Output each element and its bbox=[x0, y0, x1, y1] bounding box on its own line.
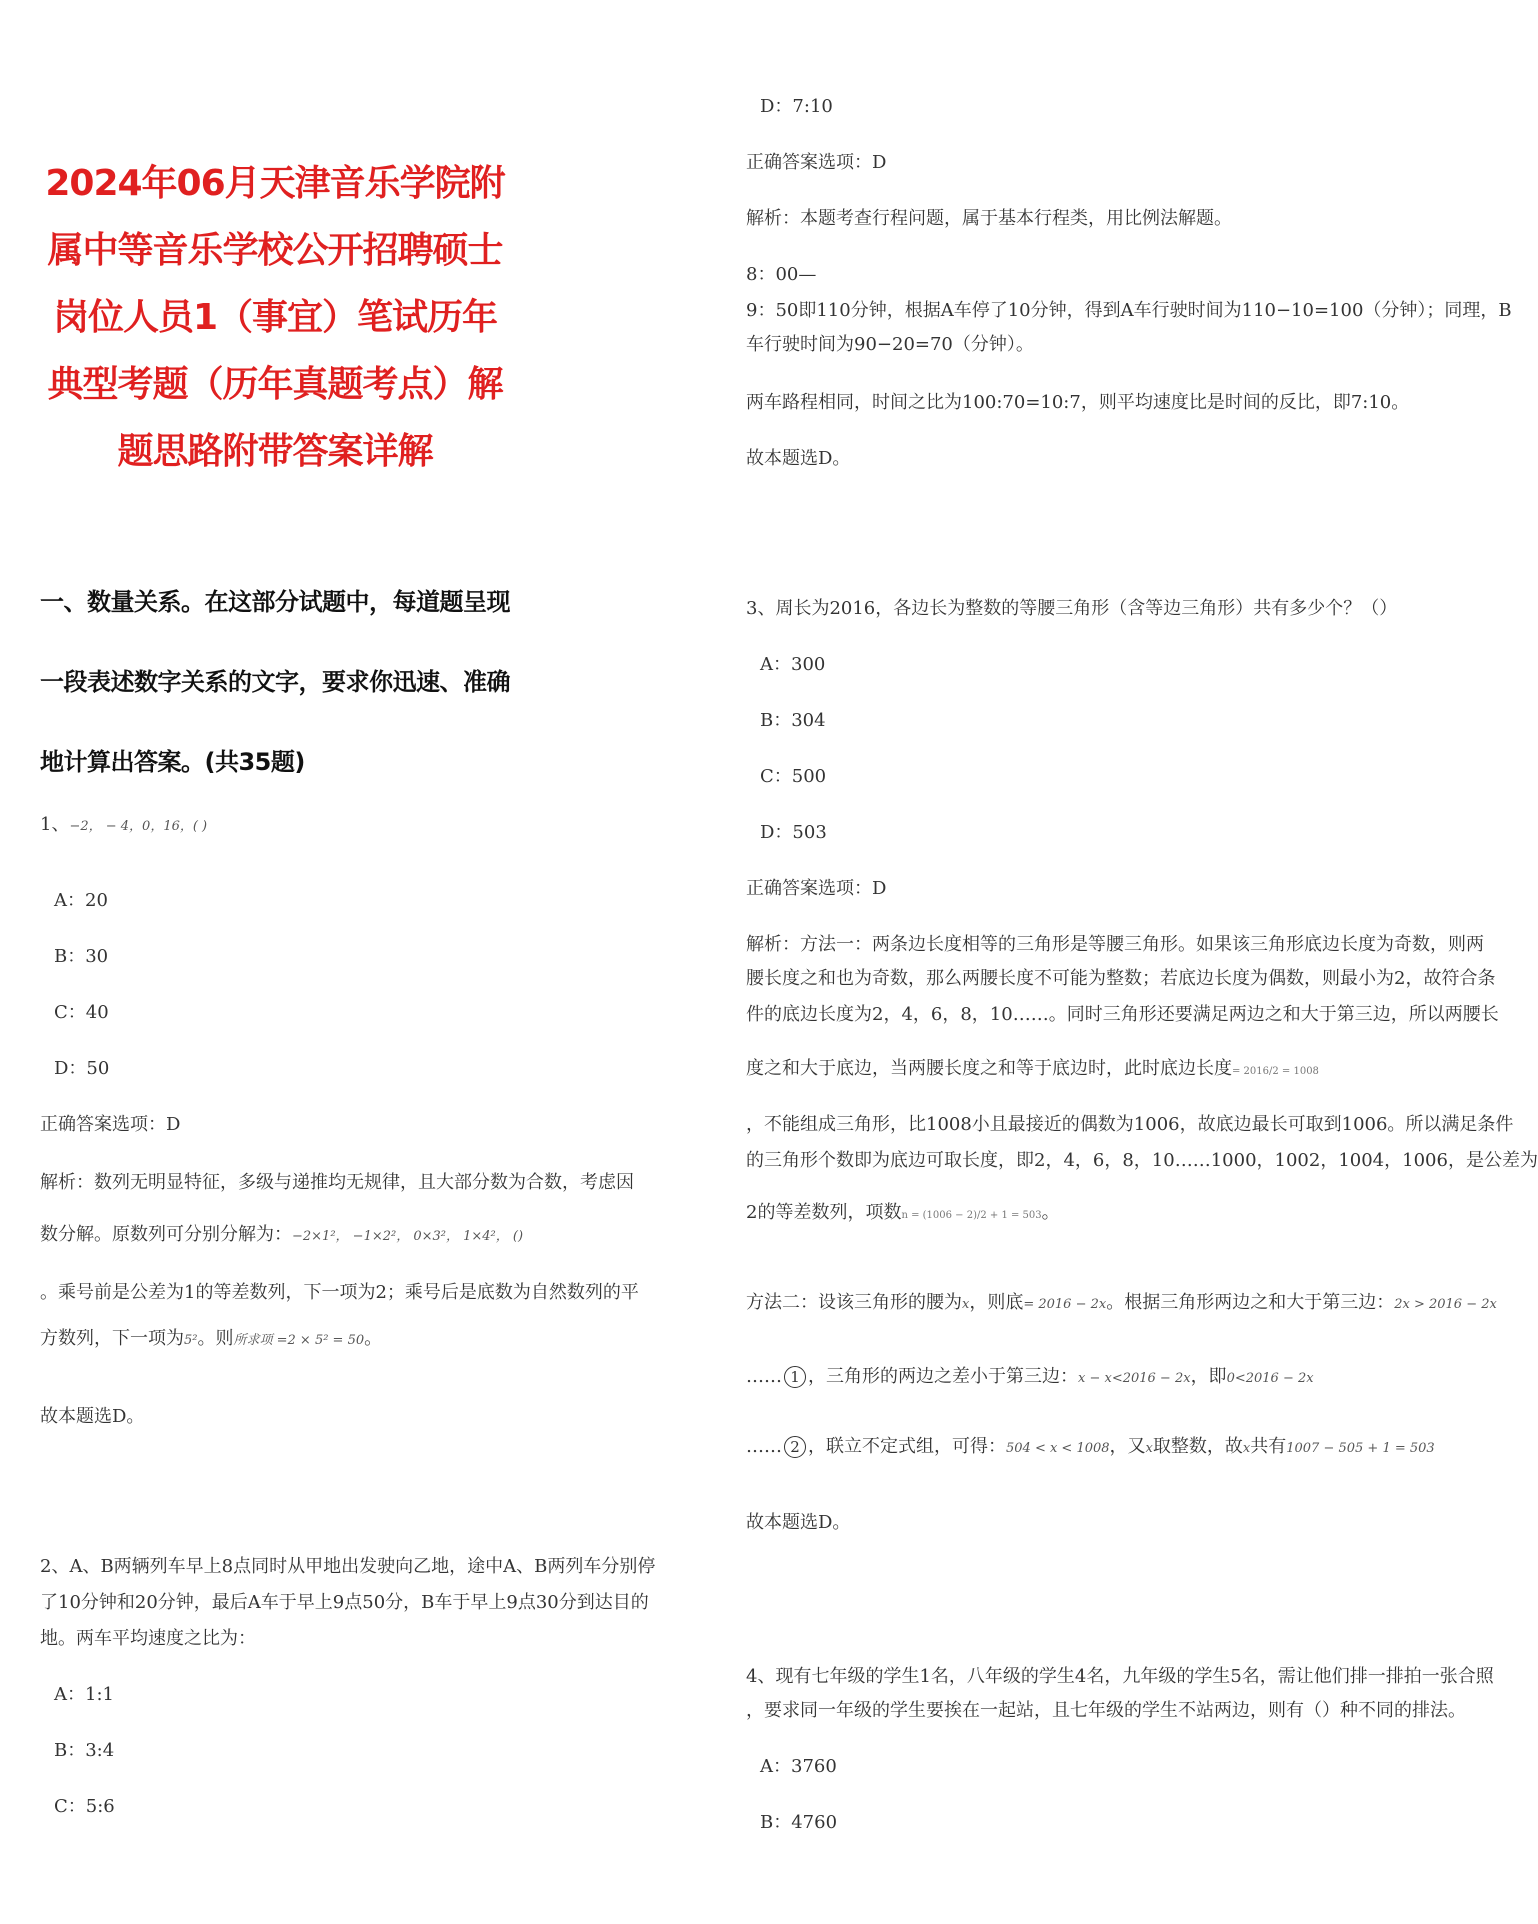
q2-option-a: A：1:1 bbox=[54, 1684, 114, 1705]
q1-factorization: −2×1²， −1×2²， 0×3²， 1×4²， () bbox=[292, 1229, 524, 1244]
q3-answer: 正确答案选项：D bbox=[746, 878, 887, 899]
q3-method1-line7: 2的等差数列，项数n = (1006 − 2)/2 + 1 = 503。 bbox=[746, 1202, 1060, 1223]
q3-stem: 3、周长为2016，各边长为整数的等腰三角形（含等边三角形）共有多少个？（） bbox=[746, 598, 1398, 619]
q2-option-d: D：7:10 bbox=[760, 96, 833, 117]
q1-explanation-line3: 。乘号前是公差为1的等差数列，下一项为2；乘号后是底数为自然数列的平 bbox=[40, 1282, 639, 1303]
q1-number: 1、 bbox=[40, 814, 70, 835]
q1-explanation-line4: 方数列，下一项为5²。则所求项 =2 × 5² = 50。 bbox=[40, 1328, 383, 1349]
q3-method1-line5: ，不能组成三角形，比1008小且最接近的偶数为1006，故底边最长可取到1006。所以满足条件 bbox=[746, 1114, 1514, 1135]
q3-option-a: A：300 bbox=[760, 654, 826, 675]
q3-term-count-formula: n = (1006 − 2)/2 + 1 = 503 bbox=[901, 1210, 1042, 1221]
q2-explanation-3: 两车路程相同，时间之比为100:70=10:7，则平均速度比是时间的反比，即7:10。 bbox=[746, 392, 1410, 413]
q1-explanation-line2: 数分解。原数列可分别分解为：−2×1²， −1×2²， 0×3²， 1×4²， () bbox=[40, 1224, 524, 1245]
q3-method1-line2: 腰长度之和也为奇数，那么两腰长度不可能为整数；若底边长度为偶数，则最小为2，故符合条 bbox=[746, 968, 1496, 989]
q3-option-b: B：304 bbox=[760, 710, 826, 731]
q4-option-a: A：3760 bbox=[760, 1756, 837, 1777]
q3-method2-line1: 方法二：设该三角形的腰为x，则底= 2016 − 2x。根据三角形两边之和大于第三边：2x > 2016 − 2x bbox=[746, 1292, 1497, 1313]
q3-method1-line4: 度之和大于底边，当两腰长度之和等于底边时，此时底边长度= 2016/2 = 1008 bbox=[746, 1058, 1319, 1079]
q3-method1-line1: 解析：方法一：两条边长度相等的三角形是等腰三角形。如果该三角形底边长度为奇数，则两 bbox=[746, 934, 1484, 955]
q2-stem-line3: 地。两车平均速度之比为： bbox=[40, 1628, 256, 1649]
q2-option-b: B：3:4 bbox=[54, 1740, 115, 1761]
q2-stem-line2: 了10分钟和20分钟，最后A车于早上9点50分，B车于早上9点30分到达目的 bbox=[40, 1592, 649, 1613]
circled-one: 1 bbox=[784, 1366, 806, 1388]
q1-option-d: D：50 bbox=[54, 1058, 110, 1079]
q3-fraction-1008: = 2016/2 = 1008 bbox=[1232, 1066, 1319, 1077]
q2-explanation-1: 解析：本题考查行程问题，属于基本行程类，用比例法解题。 bbox=[746, 208, 1232, 229]
q3-method2-line3: …… 2 ，联立不定式组，可得：504 < x < 1008，又x取整数，故x共有1007 − 505 + 1 = 503 bbox=[746, 1436, 1435, 1457]
q1-option-a: A：20 bbox=[54, 890, 108, 911]
q1-stem bbox=[40, 810, 207, 836]
q1-conclusion: 故本题选D。 bbox=[40, 1406, 145, 1427]
q4-option-b: B：4760 bbox=[760, 1812, 838, 1833]
q3-method1-line3: 件的底边长度为2，4，6，8，10……。同时三角形还要满足两边之和大于第三边，所以两腰长 bbox=[746, 1004, 1499, 1025]
q1-sequence: −2， − 4，0，16，( ) bbox=[69, 819, 208, 834]
q3-method2-line2: …… 1 ，三角形的两边之差小于第三边：x − x<2016 − 2x，即0<2016 − 2x bbox=[746, 1366, 1314, 1387]
q2-explanation-2-line3: 车行驶时间为90−20=70（分钟）。 bbox=[746, 334, 1034, 355]
q4-stem-line2: ，要求同一年级的学生要挨在一起站，且七年级的学生不站两边，则有（）种不同的排法。 bbox=[746, 1700, 1466, 1721]
q2-conclusion: 故本题选D。 bbox=[746, 448, 851, 469]
q2-explanation-2-line1: 8：00— bbox=[746, 264, 817, 285]
q2-answer: 正确答案选项：D bbox=[746, 152, 887, 173]
q3-conclusion: 故本题选D。 bbox=[746, 1512, 851, 1533]
q3-option-c: C：500 bbox=[760, 766, 827, 787]
q1-option-b: B：30 bbox=[54, 946, 109, 967]
q3-option-d: D：503 bbox=[760, 822, 827, 843]
circled-two: 2 bbox=[784, 1436, 806, 1458]
q2-explanation-2-line2: 9：50即110分钟，根据A车停了10分钟，得到A车行驶时间为110−10=100（分钟）；同理，B bbox=[746, 300, 1512, 321]
q4-stem-line1: 4、现有七年级的学生1名，八年级的学生4名，九年级的学生5名，需让他们排一排拍一张合照 bbox=[746, 1666, 1494, 1687]
q2-stem-line1: 2、A、B两辆列车早上8点同时从甲地出发驶向乙地，途中A、B两列车分别停 bbox=[40, 1556, 656, 1577]
document-title: 2024年06月天津音乐学院附属中等音乐学校公开招聘硕士岗位人员1（事宜）笔试历年典型考题（历年真题考点）解题思路附带答案详解 bbox=[45, 163, 505, 472]
q3-method1-line6: 的三角形个数即为底边可取长度，即2，4，6，8，10……1000，1002，1004，1006，是公差为 bbox=[746, 1150, 1538, 1171]
section-heading: 一、数量关系。在这部分试题中，每道题呈现一段表述数字关系的文字，要求你迅速、准确地计算出答案。(共35题) bbox=[40, 588, 510, 776]
q2-option-c: C：5:6 bbox=[54, 1796, 115, 1817]
q1-answer: 正确答案选项：D bbox=[40, 1114, 181, 1135]
q1-explanation-line1: 解析：数列无明显特征，多级与递推均无规律，且大部分数为合数，考虑因 bbox=[40, 1172, 634, 1193]
q1-option-c: C：40 bbox=[54, 1002, 109, 1023]
